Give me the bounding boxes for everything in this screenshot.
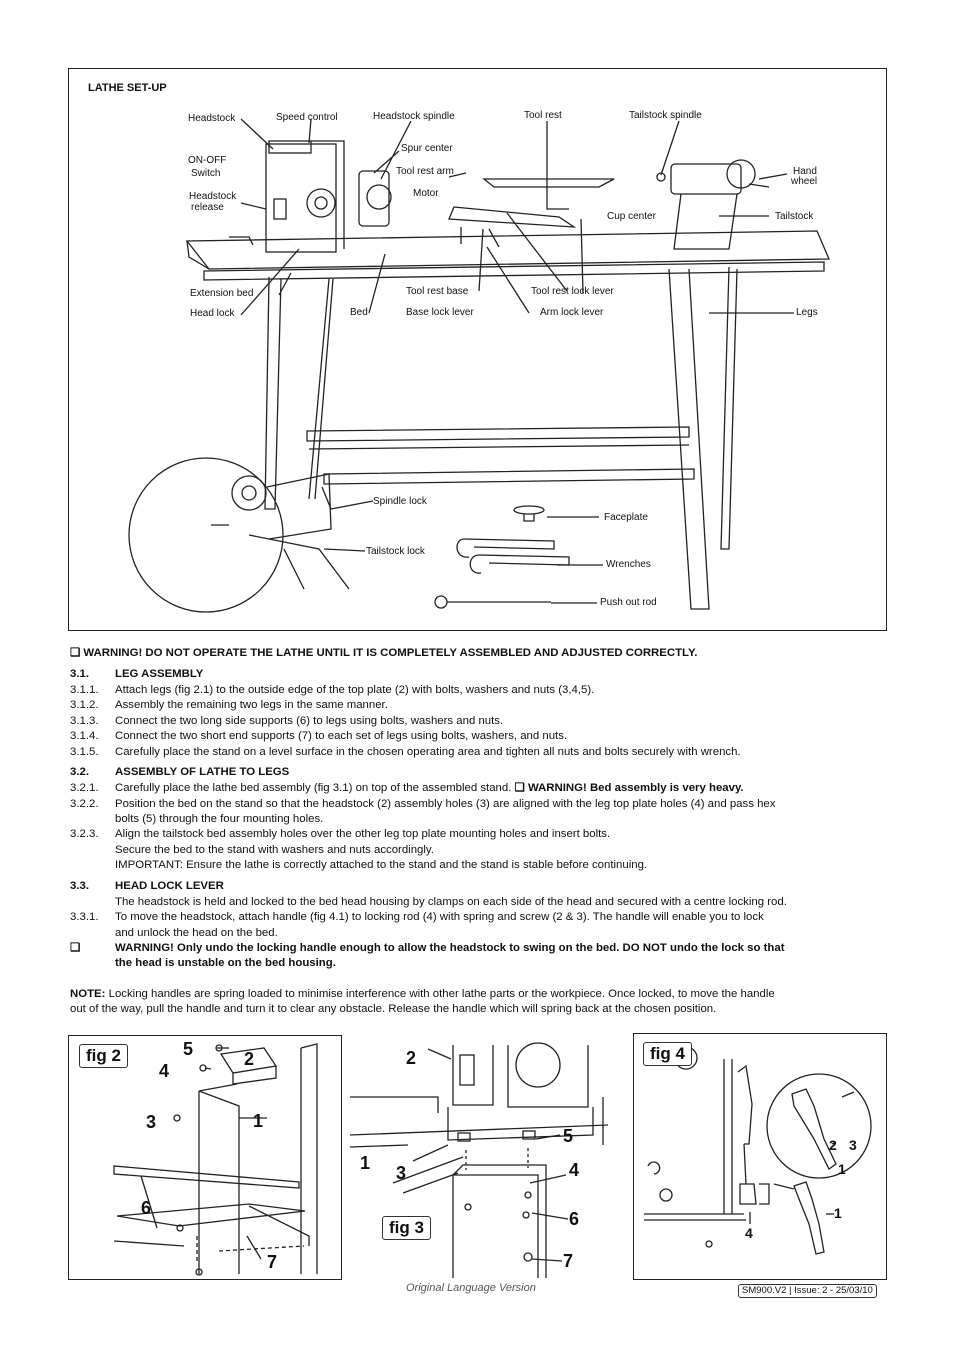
section-32-title: ASSEMBLY OF LATHE TO LEGS xyxy=(115,766,290,778)
checkbox-icon: ❏ xyxy=(514,782,525,794)
section-33-title: HEAD LOCK LEVER xyxy=(115,880,224,892)
section-32-number: 3.2. xyxy=(70,766,89,778)
fig3-callout-2: 2 xyxy=(406,1048,417,1068)
label-push-out-rod: Push out rod xyxy=(600,597,657,608)
fig2-panel xyxy=(68,1035,342,1280)
fig2-callout-5: 5 xyxy=(183,1039,194,1059)
fig4-callout-3: 3 xyxy=(849,1137,857,1153)
fig2-drawing xyxy=(69,1036,341,1279)
item-322-number: 3.2.2. xyxy=(70,798,99,810)
fig3-callout-7: 7 xyxy=(563,1251,574,1271)
fig4-tag: fig 4 xyxy=(643,1042,692,1066)
item-312-number: 3.1.2. xyxy=(70,699,99,711)
fig3-callout-1: 1 xyxy=(360,1153,371,1173)
item-315-text: Carefully place the stand on a level surface in the chosen operating area and tighten all nuts and bolts securely with wrench. xyxy=(115,746,741,758)
fig4-callout-1-inset: 1 xyxy=(838,1161,846,1177)
label-motor: Motor xyxy=(413,188,439,199)
fig3-callout-5: 5 xyxy=(563,1126,574,1146)
label-tool-rest: Tool rest xyxy=(524,110,562,121)
fig2-callout-4: 4 xyxy=(159,1061,170,1081)
item-321-body: Carefully place the lathe bed assembly (fig 3.1) on top of the assembled stand. xyxy=(115,782,512,794)
fig4-callout-2: 2 xyxy=(829,1137,837,1153)
fig4-callout-1: 1 xyxy=(834,1205,842,1221)
item-331-line2: and unlock the head on the bed. xyxy=(115,927,278,939)
fig3-panel xyxy=(348,1035,620,1278)
fig3-callout-3: 3 xyxy=(396,1163,407,1183)
label-arm-lock-lever: Arm lock lever xyxy=(540,307,604,318)
section-33-warning-line1: WARNING! Only undo the locking handle enough to allow the headstock to swing on the bed. DO NOT undo the lock so that xyxy=(115,942,785,954)
label-head-lock: Head lock xyxy=(190,308,235,319)
item-321-number: 3.2.1. xyxy=(70,782,99,794)
item-313-text: Connect the two long side supports (6) to legs using bolts, washers and nuts. xyxy=(115,715,504,727)
fig2-callout-1: 1 xyxy=(253,1111,264,1131)
item-321-text xyxy=(115,781,744,796)
label-tool-rest-base: Tool rest base xyxy=(406,286,469,297)
item-312-text: Assembly the remaining two legs in the same manner. xyxy=(115,699,388,711)
fig2-callout-3: 3 xyxy=(146,1112,157,1132)
label-headstock-release-1: Headstock xyxy=(189,191,237,202)
item-315-number: 3.1.5. xyxy=(70,746,99,758)
fig2-callout-6: 6 xyxy=(141,1198,152,1218)
label-cup-center: Cup center xyxy=(607,211,656,222)
item-321-warning: WARNING! Bed assembly is very heavy. xyxy=(527,782,744,794)
item-331-number: 3.3.1. xyxy=(70,911,99,923)
label-extension-bed: Extension bed xyxy=(190,288,254,299)
fig3-callout-6: 6 xyxy=(569,1209,580,1229)
item-322-line2: bolts (5) through the four mounting holes. xyxy=(115,813,324,825)
label-tailstock-lock: Tailstock lock xyxy=(366,546,425,557)
label-headstock: Headstock xyxy=(188,113,236,124)
label-tailstock: Tailstock xyxy=(775,211,814,222)
lathe-drawing xyxy=(69,69,886,630)
footer-code: SM900.V2 | Issue: 2 - 25/03/10 xyxy=(738,1284,877,1298)
section-33-number: 3.3. xyxy=(70,880,89,892)
label-tailstock-spindle: Tailstock spindle xyxy=(629,110,702,121)
item-314-number: 3.1.4. xyxy=(70,730,99,742)
label-on-off: ON-OFF xyxy=(188,155,227,166)
label-legs: Legs xyxy=(796,307,818,318)
label-headstock-release-2: release xyxy=(191,202,224,213)
label-wheel: wheel xyxy=(791,176,818,187)
note-text-1: Locking handles are spring loaded to minimise interference with other lathe parts or the workpiece. Once locked, to move the handle xyxy=(108,988,775,1000)
fig4-drawing xyxy=(634,1034,886,1279)
label-switch: Switch xyxy=(191,168,221,179)
section-33-warning-line2: the head is unstable on the bed housing. xyxy=(115,957,336,969)
label-headstock-spindle: Headstock spindle xyxy=(373,111,455,122)
main-warning xyxy=(70,646,697,661)
label-hand: Hand xyxy=(793,166,817,177)
label-tool-rest-arm: Tool rest arm xyxy=(396,166,454,177)
footer-issue: Issue: 2 - 25/03/10 xyxy=(794,1285,873,1296)
main-warning-text: WARNING! DO NOT OPERATE THE LATHE UNTIL IT IS COMPLETELY ASSEMBLED AND ADJUSTED CORRECTLY. xyxy=(83,647,698,659)
item-323-number: 3.2.3. xyxy=(70,828,99,840)
section-33-intro: The headstock is held and locked to the bed head housing by clamps on each side of the head and secured with a centre locking rod. xyxy=(115,896,787,908)
fig2-callout-7: 7 xyxy=(267,1252,278,1272)
item-323-line2: Secure the bed to the stand with washers and nuts accordingly. xyxy=(115,844,434,856)
fig2-tag: fig 2 xyxy=(79,1044,128,1068)
item-313-number: 3.1.3. xyxy=(70,715,99,727)
item-322-line1: Position the bed on the stand so that the headstock (2) assembly holes (3) are aligned with the leg top plate holes (4) and pass hex xyxy=(115,798,776,810)
figure-title: LATHE SET-UP xyxy=(88,82,167,94)
item-323-line1: Align the tailstock bed assembly holes over the other leg top plate mounting holes and insert bolts. xyxy=(115,828,611,840)
section-31-number: 3.1. xyxy=(70,668,89,680)
fig4-panel xyxy=(633,1033,887,1280)
note-label: NOTE: xyxy=(70,988,106,1000)
note-line2: out of the way, pull the handle and turn it to clear any obstacle. Release the handle which will spring back at the chosen position. xyxy=(70,1003,717,1015)
fig2-callout-2: 2 xyxy=(244,1049,255,1069)
item-314-text: Connect the two short end supports (7) to each set of legs using bolts, washers, and nuts. xyxy=(115,730,568,742)
label-spur-center: Spur center xyxy=(401,143,453,154)
fig3-drawing xyxy=(348,1035,620,1278)
lathe-setup-figure xyxy=(68,68,887,631)
label-tool-rest-lock-lever: Tool rest lock lever xyxy=(531,286,614,297)
footer-model: SM900.V2 xyxy=(742,1285,787,1296)
fig3-callout-4: 4 xyxy=(569,1160,580,1180)
note-line1 xyxy=(70,987,775,1002)
fig3-tag: fig 3 xyxy=(382,1216,431,1240)
checkbox-icon: ❏ xyxy=(70,647,81,659)
label-bed: Bed xyxy=(350,307,368,318)
item-331-line1: To move the headstock, attach handle (fig 4.1) to locking rod (4) with spring and screw (2 & 3). The handle will enable you to lock xyxy=(115,911,764,923)
item-311-number: 3.1.1. xyxy=(70,684,99,696)
label-wrenches: Wrenches xyxy=(606,559,651,570)
label-faceplate: Faceplate xyxy=(604,512,648,523)
fig4-callout-4: 4 xyxy=(745,1225,753,1241)
label-speed-control: Speed control xyxy=(276,112,338,123)
label-spindle-lock: Spindle lock xyxy=(373,496,427,507)
label-base-lock-lever: Base lock lever xyxy=(406,307,474,318)
section-31-title: LEG ASSEMBLY xyxy=(115,668,204,680)
item-323-line3: IMPORTANT: Ensure the lathe is correctly attached to the stand and the stand is stable before continuing. xyxy=(115,859,648,871)
footer-language: Original Language Version xyxy=(406,1282,536,1294)
checkbox-icon: ❏ xyxy=(70,942,81,954)
item-311-text: Attach legs (fig 2.1) to the outside edge of the top plate (2) with bolts, washers and nuts (3,4,5). xyxy=(115,684,595,696)
